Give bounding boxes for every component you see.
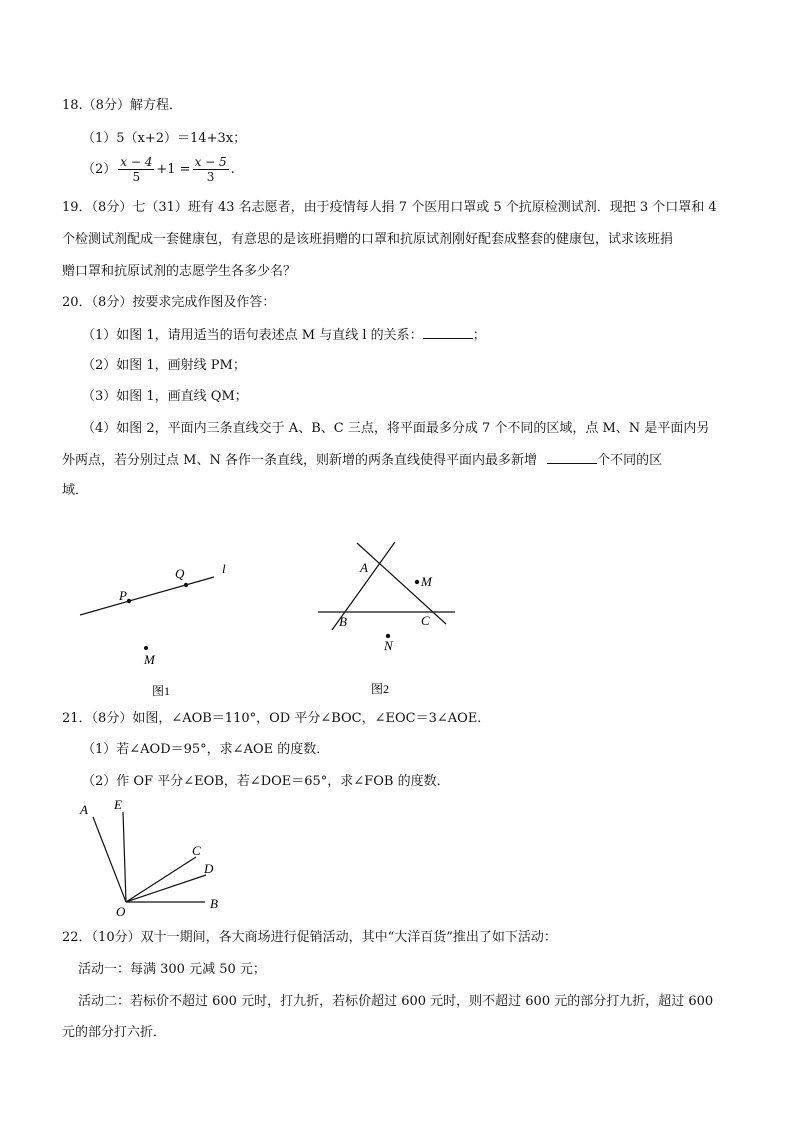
q18-part2-middle: +1 = <box>156 162 191 177</box>
q20-part4-line2 <box>62 451 662 470</box>
q18-heading: 18.（8分）解方程． <box>62 98 182 113</box>
label-a: A <box>360 560 368 575</box>
fraction-left-denominator: 5 <box>132 170 141 184</box>
label-c: C <box>421 613 430 628</box>
answer-blank <box>547 451 597 464</box>
ray-oe <box>123 812 126 902</box>
ray-oc <box>126 857 196 902</box>
figure-angles <box>0 795 260 925</box>
label-m: M <box>421 574 432 589</box>
ray-od <box>126 875 206 902</box>
label-d: D <box>204 861 214 876</box>
ray-oa <box>93 817 126 902</box>
label-q: Q <box>175 566 185 581</box>
answer-blank <box>423 326 473 339</box>
q20-part4-line2-text: 外两点，若分别过点 M、N 各作一条直线，则新增的两条直线使得平面内最多新增 <box>62 453 537 468</box>
q22-activity2-line2: 元的部分打六折． <box>62 1025 167 1040</box>
q20-part1-text: （1）如图 1，请用适当的语句表述点 M 与直线 l 的关系： <box>82 328 423 343</box>
figure-2 <box>318 542 455 696</box>
point-p <box>127 599 131 603</box>
figure-1-caption: 图1 <box>152 684 171 698</box>
q21-heading: 21．（8分）如图，∠AOB＝110°，OD 平分∠BOC，∠EOC＝3∠AOE． <box>62 711 491 726</box>
q18-part2-end: . <box>230 162 235 177</box>
label-l: l <box>222 561 226 576</box>
fraction-right <box>193 155 229 184</box>
fraction-right-denominator: 3 <box>206 170 215 184</box>
q19-line2: 个检测试剂配成一套健康包，有意思的是该班捐赠的口罩和抗原试剂刚好配套成整套的健康包，试求该班捐 <box>62 232 674 247</box>
line-l <box>80 577 214 615</box>
label-b: B <box>339 614 347 629</box>
q22-activity1: 活动一：每满 300 元减 50 元； <box>78 962 266 977</box>
figures-1-2 <box>0 540 794 710</box>
q19-line3: 赠口罩和抗原试剂的志愿学生各多少名？ <box>62 264 297 279</box>
q21-part2: （2）作 OF 平分∠EOB，若∠DOE＝65°，求∠FOB 的度数． <box>82 774 450 789</box>
fraction-right-numerator: x − 5 <box>194 155 227 169</box>
point-m <box>144 646 148 650</box>
label-m: M <box>144 652 155 667</box>
label-n: N <box>384 638 393 653</box>
q20-part4-line1: （4）如图 2，平面内三条直线交于 A、B、C 三点，将平面最多分成 7 个不同的区域，点 M、N 是平面内另 <box>82 421 710 436</box>
q20-heading: 20．（8分）按要求完成作图及作答： <box>62 295 276 310</box>
label-c: C <box>192 843 201 858</box>
figure-1 <box>80 561 226 698</box>
label-o: O <box>116 904 126 919</box>
q21-part1: （1）若∠AOD＝95°，求∠AOE 的度数． <box>82 742 330 757</box>
q20-part4-line3: 域． <box>62 483 89 498</box>
label-p: P <box>119 588 127 603</box>
q22-activity2-line1: 活动二：若标价不超过 600 元时，打九折，若标价超过 600 元时，则不超过 600 元的部分打九折，超过 600 <box>78 994 714 1009</box>
q20-part1-end: ； <box>472 328 486 343</box>
q20-part4-line2-end: 个不同的区 <box>597 453 663 468</box>
q20-part1 <box>82 326 486 345</box>
label-e: E <box>114 797 122 812</box>
point-q <box>184 583 188 587</box>
q22-heading: 22．（10分）双十一期间，各大商场进行促销活动，其中“大洋百货”推出了如下活动： <box>62 930 557 945</box>
fraction-left-numerator: x − 4 <box>120 155 153 169</box>
label-a: A <box>80 802 88 817</box>
q20-part3: （3）如图 1，画直线 QM； <box>82 389 248 404</box>
q18-part2-label: （2） <box>82 162 117 177</box>
point-m <box>415 580 419 584</box>
q20-part2: （2）如图 1，画射线 PM； <box>82 358 246 373</box>
q18-part1: （1）5（x+2）＝14+3x； <box>82 131 247 146</box>
fraction-left <box>118 155 154 184</box>
label-b: B <box>210 896 218 911</box>
figure-2-caption: 图2 <box>371 682 390 696</box>
q19-line1: 19．（8分）七（31）班有 43 名志愿者，由于疫情每人捐 7 个医用口罩或 5 个抗原检测试剂．现把 3 个口罩和 4 <box>62 200 717 215</box>
q18-part2 <box>82 154 235 186</box>
